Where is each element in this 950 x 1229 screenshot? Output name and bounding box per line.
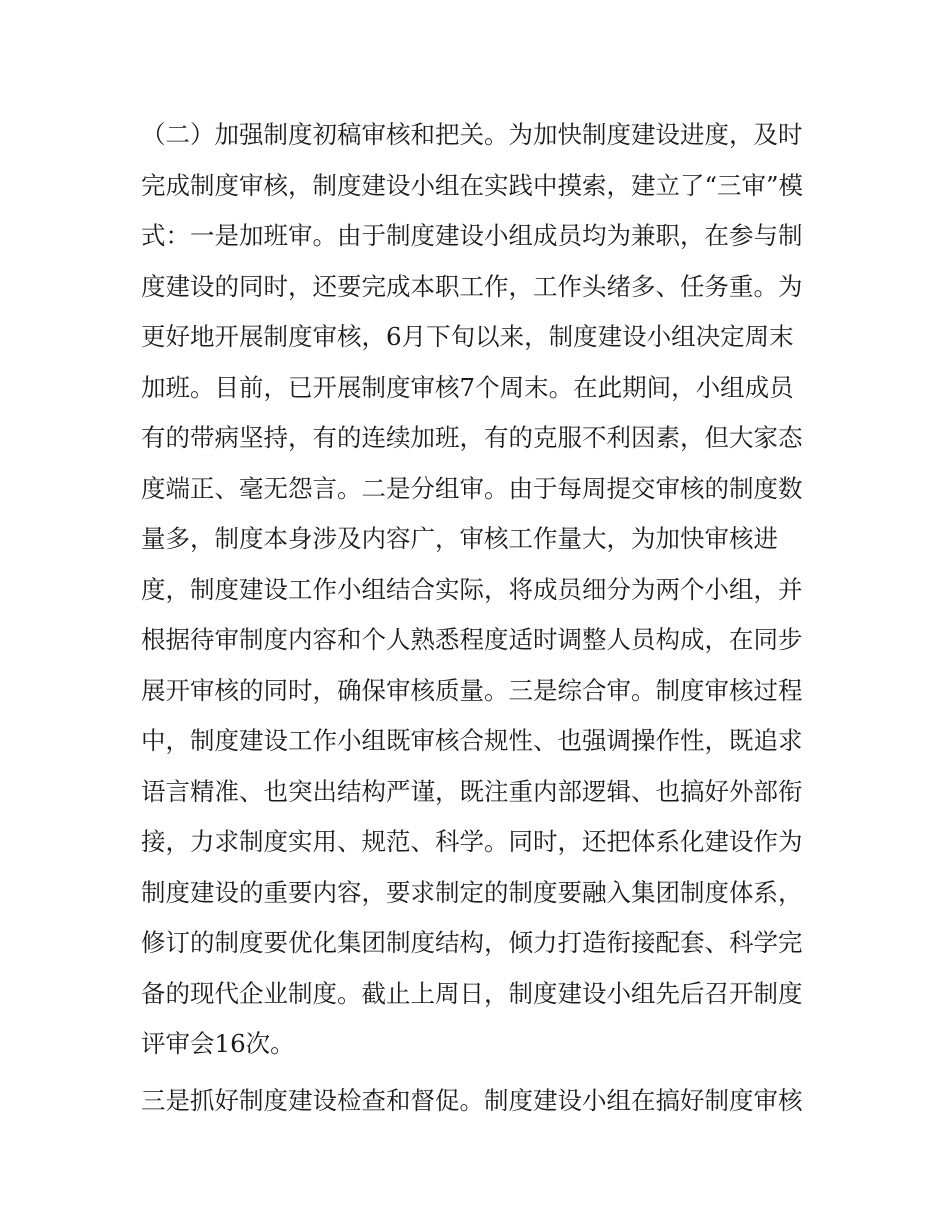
text-line: 修订的制度要优化集团制度结构，倾力打造衔接配套、科学完 — [141, 928, 803, 957]
text-line: 三是抓好制度建设检查和督促。制度建设小组在搞好制度审核 — [141, 1085, 803, 1115]
text-line: 更好地开展制度审核，6月下旬以来，制度建设小组决定周末 — [141, 322, 794, 351]
text-line: 度建设的同时，还要完成本职工作，工作头绪多、任务重。为 — [141, 271, 803, 301]
text-line: 语言精准、也突出结构严谨，既注重内部逻辑、也搞好外部衔 — [141, 776, 803, 806]
text-line: 量多，制度本身涉及内容广，审核工作量大，为加快审核进 — [141, 524, 778, 553]
text-line: 中，制度建设工作小组既审核合规性、也强调操作性，既追求 — [141, 726, 803, 755]
text-line: 加班。目前，已开展制度审核7个周末。在此期间，小组成员 — [141, 372, 794, 402]
text-line: （二）加强制度初稿审核和把关。为加快制度建设进度，及时 — [141, 120, 803, 149]
text-line: 式：一是加班审。由于制度建设小组成员均为兼职，在参与制 — [141, 221, 803, 250]
text-line: 评审会16次。 — [141, 1029, 295, 1058]
text-line: 度，制度建设工作小组结合实际，将成员细分为两个小组，并 — [141, 574, 803, 604]
text-line: 根据待审制度内容和个人熟悉程度适时调整人员构成，在同步 — [141, 625, 803, 654]
text-line: 备的现代企业制度。截止上周日，制度建设小组先后召开制度 — [141, 978, 803, 1008]
text-line: 度端正、毫无怨言。二是分组审。由于每周提交审核的制度数 — [141, 473, 803, 503]
text-line: 展开审核的同时，确保审核质量。三是综合审。制度审核过程 — [141, 675, 803, 705]
text-line: 有的带病坚持，有的连续加班，有的克服不利因素，但大家态 — [141, 423, 803, 452]
body-text — [141, 110, 821, 1126]
text-line: 完成制度审核，制度建设小组在实践中摸索，建立了“三审”模 — [141, 170, 804, 200]
text-line: 接，力求制度实用、规范、科学。同时，还把体系化建设作为 — [141, 827, 803, 856]
text-line: 制度建设的重要内容，要求制定的制度要融入集团制度体系， — [141, 877, 803, 907]
